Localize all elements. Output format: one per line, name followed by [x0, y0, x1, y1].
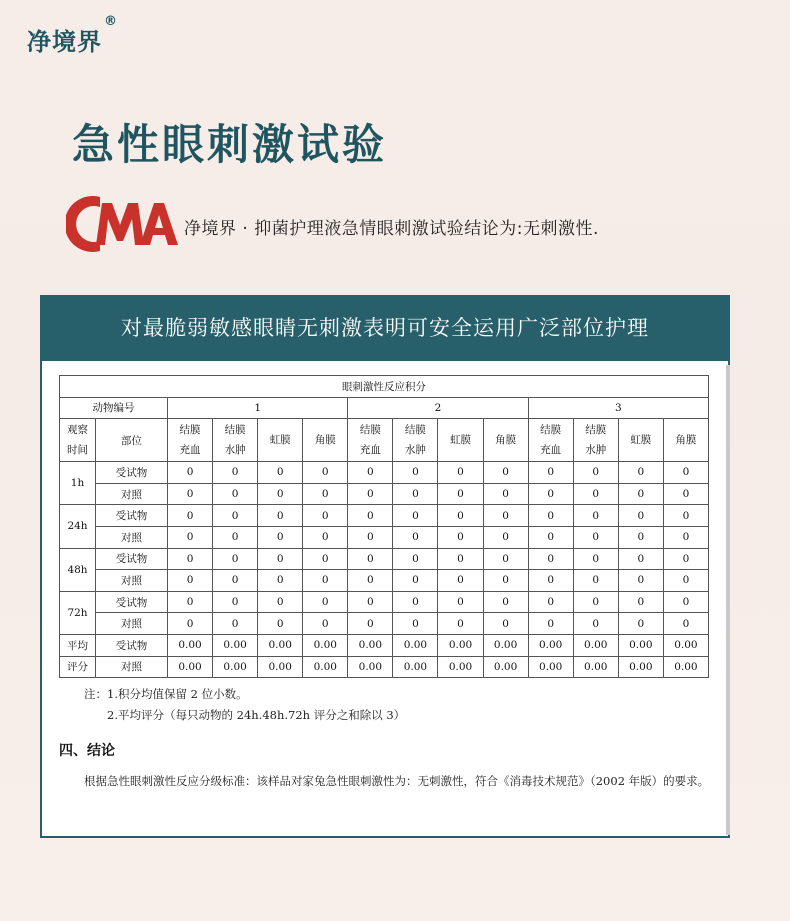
score-cell: 0: [258, 548, 303, 570]
score-cell: 0: [618, 505, 663, 527]
conclusion-text: 根据急性眼刺激性反应分级标准：该样品对家兔急性眼刺激性为：无刺激性，符合《消毒技术规范》（2002 年版）的要求。: [84, 774, 710, 789]
metric-header: [348, 419, 393, 462]
site-cell: 对照: [96, 483, 168, 505]
score-cell: 0: [303, 505, 348, 527]
score-cell: 0: [438, 483, 483, 505]
score-cell: 0: [213, 548, 258, 570]
score-cell: 0: [213, 483, 258, 505]
average-score-cell: 0.00: [663, 656, 708, 678]
registered-mark: ®: [104, 14, 118, 29]
site-cell: 受试物: [96, 462, 168, 484]
score-cell: 0: [438, 548, 483, 570]
score-cell: 0: [348, 613, 393, 635]
average-score-cell: 0.00: [213, 634, 258, 656]
average-label-cell: [60, 656, 96, 678]
average-score-cell: 0.00: [618, 656, 663, 678]
header-text: 虹膜: [269, 434, 291, 447]
score-cell: 0: [573, 570, 618, 592]
table-row: [60, 462, 709, 484]
site-cell: 受试物: [96, 634, 168, 656]
average-score-cell: 0.00: [438, 656, 483, 678]
score-cell: 0: [348, 548, 393, 570]
score-cell: 0: [168, 613, 213, 635]
average-score-cell: 0.00: [258, 656, 303, 678]
score-cell: 0: [393, 548, 438, 570]
score-cell: 0: [663, 548, 708, 570]
score-cell: 0: [483, 570, 528, 592]
header-text: 结膜: [585, 424, 607, 437]
site-cell: 对照: [96, 613, 168, 635]
score-cell: 0: [483, 613, 528, 635]
score-cell: 0: [168, 591, 213, 613]
average-score-cell: 0.00: [168, 656, 213, 678]
header-text: 充血: [179, 444, 201, 457]
table-row: [60, 505, 709, 527]
average-score-cell: 0.00: [663, 634, 708, 656]
score-cell: 0: [663, 462, 708, 484]
average-score-cell: 0.00: [618, 634, 663, 656]
score-cell: 0: [618, 591, 663, 613]
score-cell: 0: [213, 505, 258, 527]
score-cell: 0: [393, 613, 438, 635]
score-cell: 0: [528, 548, 573, 570]
score-cell: 0: [213, 591, 258, 613]
time-cell: 72h: [60, 591, 96, 634]
site-header: 部位: [96, 419, 168, 462]
score-cell: 0: [258, 483, 303, 505]
page-shadow: [726, 365, 730, 835]
header-text: 结膜: [404, 424, 426, 437]
metric-header: [528, 419, 573, 462]
score-cell: 0: [303, 570, 348, 592]
score-cell: 0: [303, 462, 348, 484]
header-text: 充血: [540, 444, 562, 457]
animal-row: [60, 397, 709, 419]
score-cell: 0: [483, 591, 528, 613]
score-cell: 0: [663, 483, 708, 505]
score-cell: 0: [258, 526, 303, 548]
time-cell: 48h: [60, 548, 96, 591]
score-cell: 0: [168, 462, 213, 484]
score-cell: 0: [528, 570, 573, 592]
metric-header: [213, 419, 258, 462]
animal-number: 3: [528, 397, 708, 419]
animal-label: 动物编号: [60, 397, 168, 419]
score-cell: 0: [663, 570, 708, 592]
score-cell: 0: [618, 462, 663, 484]
score-cell: 0: [618, 570, 663, 592]
score-cell: 0: [348, 505, 393, 527]
average-score-cell: 0.00: [213, 656, 258, 678]
score-cell: 0: [573, 505, 618, 527]
site-cell: 受试物: [96, 591, 168, 613]
average-label: 平均: [67, 639, 88, 652]
header-text: 虹膜: [630, 434, 652, 447]
page-title: 急性眼刺激试验: [72, 120, 388, 169]
score-cell: 0: [258, 462, 303, 484]
average-score-cell: 0.00: [348, 656, 393, 678]
score-cell: 0: [258, 613, 303, 635]
table-row: [60, 483, 709, 505]
site-cell: 受试物: [96, 505, 168, 527]
average-row: [60, 634, 709, 656]
score-cell: 0: [618, 483, 663, 505]
average-score-cell: 0.00: [528, 634, 573, 656]
score-cell: 0: [573, 462, 618, 484]
eye-irritation-score-table: [59, 375, 709, 678]
header-text: 时间: [67, 444, 88, 457]
metric-header: [168, 419, 213, 462]
site-cell: 对照: [96, 656, 168, 678]
score-cell: 0: [348, 526, 393, 548]
average-score-cell: 0.00: [438, 634, 483, 656]
score-cell: 0: [618, 613, 663, 635]
header-text: 结膜: [224, 424, 246, 437]
metric-header: [663, 419, 708, 462]
header-text: 结膜: [540, 424, 562, 437]
time-cell: 24h: [60, 505, 96, 548]
cma-logo: [66, 191, 178, 257]
time-cell: 1h: [60, 462, 96, 505]
score-cell: 0: [528, 591, 573, 613]
header-text: 角膜: [675, 434, 697, 447]
score-cell: 0: [303, 613, 348, 635]
brand-logo: [27, 14, 118, 57]
score-cell: 0: [573, 526, 618, 548]
score-cell: 0: [348, 570, 393, 592]
header-text: 角膜: [314, 434, 336, 447]
score-cell: 0: [258, 570, 303, 592]
score-cell: 0: [303, 548, 348, 570]
score-cell: 0: [483, 526, 528, 548]
score-cell: 0: [213, 570, 258, 592]
table-caption: 眼刺激性反应积分: [60, 376, 709, 398]
score-cell: 0: [393, 462, 438, 484]
score-cell: 0: [573, 613, 618, 635]
ma-statement: 净境界 · 抑菌护理液急情眼刺激试验结论为:无刺激性.: [184, 219, 599, 239]
header-text: 水肿: [585, 444, 607, 457]
score-cell: 0: [303, 591, 348, 613]
header-text: 结膜: [359, 424, 381, 437]
average-score-cell: 0.00: [258, 634, 303, 656]
header-text: 水肿: [224, 444, 246, 457]
score-cell: 0: [168, 483, 213, 505]
score-cell: 0: [663, 526, 708, 548]
table-row: [60, 570, 709, 592]
score-cell: 0: [168, 526, 213, 548]
table-notes: [59, 684, 719, 726]
metric-header: [438, 419, 483, 462]
average-score-cell: 0.00: [348, 634, 393, 656]
score-cell: 0: [438, 613, 483, 635]
site-cell: 对照: [96, 526, 168, 548]
column-header-row: [60, 419, 709, 462]
score-cell: 0: [663, 613, 708, 635]
score-cell: 0: [438, 462, 483, 484]
test-report-document: [40, 361, 730, 838]
score-cell: 0: [528, 505, 573, 527]
score-cell: 0: [618, 548, 663, 570]
metric-header: [303, 419, 348, 462]
header-text: 虹膜: [450, 434, 471, 447]
animal-number: 1: [168, 397, 348, 419]
header-text: 水肿: [404, 444, 426, 457]
score-cell: 0: [258, 591, 303, 613]
average-label-cell: [60, 634, 96, 656]
average-score-cell: 0.00: [573, 634, 618, 656]
average-score-cell: 0.00: [573, 656, 618, 678]
animal-number: 2: [348, 397, 528, 419]
average-score-cell: 0.00: [303, 634, 348, 656]
score-cell: 0: [528, 483, 573, 505]
average-score-cell: 0.00: [303, 656, 348, 678]
metric-header: [573, 419, 618, 462]
score-cell: 0: [438, 505, 483, 527]
metric-header: [258, 419, 303, 462]
score-cell: 0: [528, 462, 573, 484]
score-cell: 0: [483, 505, 528, 527]
score-cell: 0: [168, 570, 213, 592]
score-cell: 0: [258, 505, 303, 527]
site-cell: 受试物: [96, 548, 168, 570]
score-cell: 0: [213, 462, 258, 484]
average-score-cell: 0.00: [393, 656, 438, 678]
average-score-cell: 0.00: [528, 656, 573, 678]
score-cell: 0: [438, 526, 483, 548]
score-cell: 0: [213, 526, 258, 548]
section-title: 四、结论: [59, 743, 115, 760]
site-cell: 对照: [96, 570, 168, 592]
score-cell: 0: [393, 591, 438, 613]
average-row: [60, 656, 709, 678]
average-score-cell: 0.00: [483, 634, 528, 656]
header-text: 观察: [67, 424, 88, 437]
score-cell: 0: [213, 613, 258, 635]
score-cell: 0: [303, 483, 348, 505]
score-cell: 0: [348, 462, 393, 484]
average-label: 评分: [67, 661, 88, 674]
header-text: 充血: [359, 444, 381, 457]
score-cell: 0: [168, 505, 213, 527]
score-cell: 0: [528, 613, 573, 635]
score-cell: 0: [483, 548, 528, 570]
note-line-2: 2.平均评分（每只动物的 24h.48h.72h 评分之和除以 3）: [107, 708, 406, 723]
header-text: 角膜: [495, 434, 517, 447]
score-cell: 0: [663, 505, 708, 527]
average-score-cell: 0.00: [393, 634, 438, 656]
metric-header: [483, 419, 528, 462]
score-cell: 0: [168, 548, 213, 570]
brand-name: 净境界: [27, 28, 102, 56]
score-cell: 0: [393, 526, 438, 548]
table-row: [60, 526, 709, 548]
table-row: [60, 591, 709, 613]
header-text: 结膜: [179, 424, 201, 437]
observation-time-header: [60, 419, 96, 462]
metric-header: [618, 419, 663, 462]
score-cell: 0: [303, 526, 348, 548]
metric-header: [393, 419, 438, 462]
average-score-cell: 0.00: [483, 656, 528, 678]
table-row: [60, 613, 709, 635]
score-cell: 0: [348, 591, 393, 613]
score-cell: 0: [438, 570, 483, 592]
score-cell: 0: [663, 591, 708, 613]
score-cell: 0: [438, 591, 483, 613]
score-cell: 0: [573, 548, 618, 570]
table-caption-row: [60, 376, 709, 398]
score-cell: 0: [348, 483, 393, 505]
average-score-cell: 0.00: [168, 634, 213, 656]
score-cell: 0: [573, 591, 618, 613]
score-cell: 0: [393, 570, 438, 592]
score-cell: 0: [528, 526, 573, 548]
score-cell: 0: [393, 505, 438, 527]
table-row: [60, 548, 709, 570]
score-cell: 0: [483, 483, 528, 505]
score-cell: 0: [483, 462, 528, 484]
score-cell: 0: [573, 483, 618, 505]
banner: 对最脆弱敏感眼睛无刺激表明可安全运用广泛部位护理: [40, 295, 730, 361]
note-line-1: 注：1.积分均值保留 2 位小数。: [84, 687, 248, 702]
score-cell: 0: [393, 483, 438, 505]
score-cell: 0: [618, 526, 663, 548]
